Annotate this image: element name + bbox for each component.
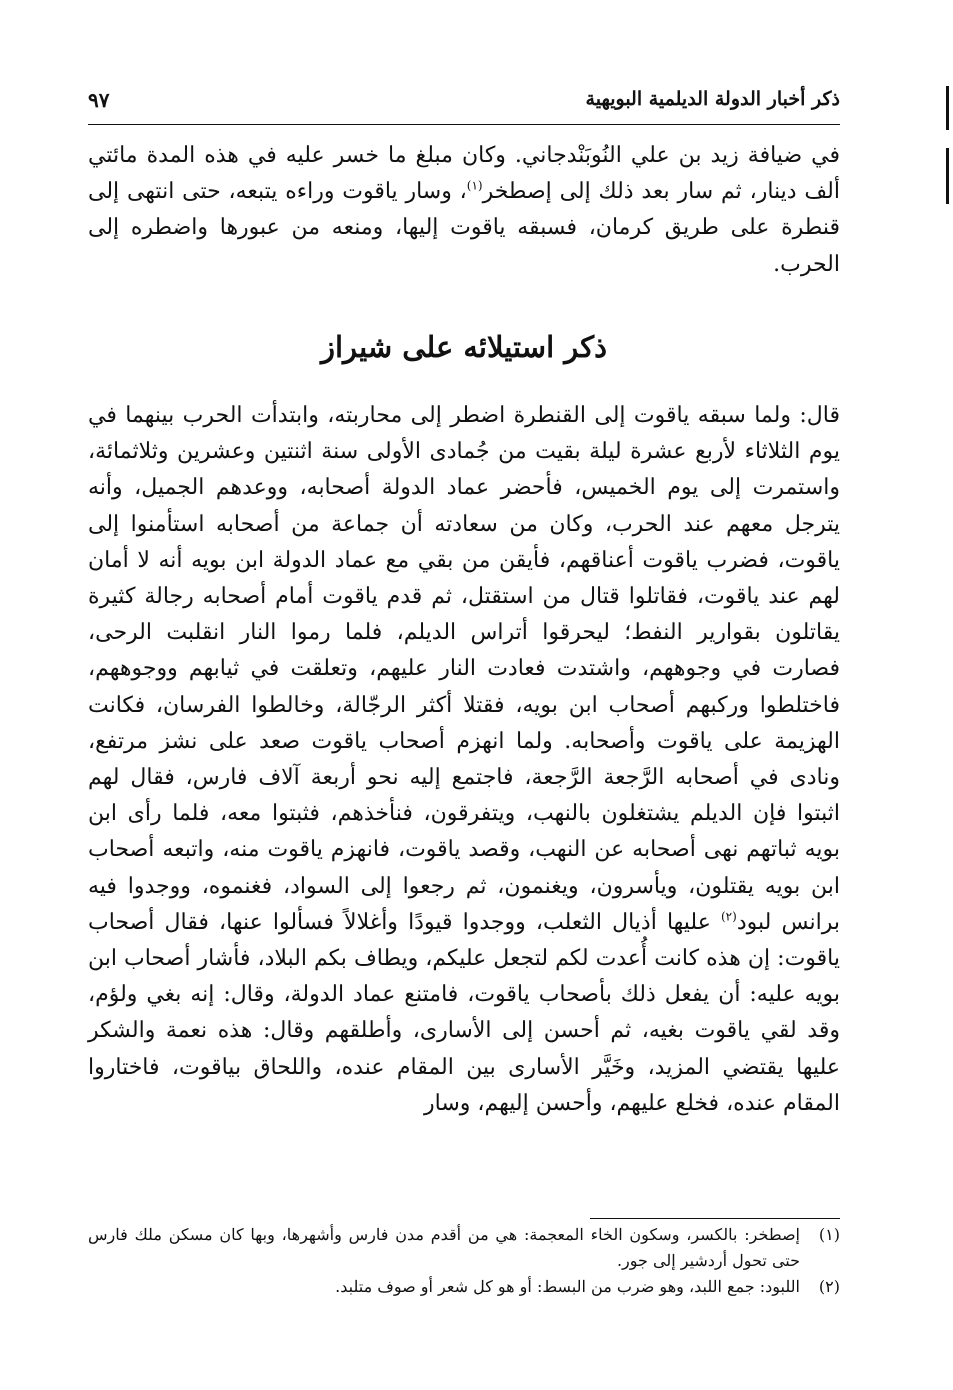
footnote-number: (١) [818,1225,840,1244]
paragraph-2-text-rest: عليها أذيال الثعلب، ووجدوا قيودًا وأغلالاً فسألوا عنها، فقال أصحاب ياقوت: إن هذه كانت أُعدت لكم لتجعل عليكم، ويطاف بكم البلاد، فأشار أصحاب ابن بويه عليه: أن يفعل ذلك بأصحاب ياقوت، فامتنع عماد الدولة، وقال: إنه بغي ولؤم، وقد لقي ياقوت بغيه، ثم أحسن إلى الأسارى، وأطلقهم وقال: هذه نعمة والشكر عليها يقتضي المزيد، وخَيَّر الأسارى بين المقام عنده، واللحاق بياقوت، فاختاروا المقام عنده، فخلع عليهم، وأحسن إليهم، وسار [88,909,840,1116]
paragraph-2-text: قال: ولما سبقه ياقوت إلى القنطرة اضطر إلى محاربته، وابتدأت الحرب بينهما في يوم الثلاثاء لأربع عشرة ليلة بقيت من جُمادى الأولى سنة اثنتين وعشرين وثلاثمائة، واستمرت إلى يوم الخميس، فأحضر عماد الدولة أصحابه، ووعدهم الجميل، وأنه يترجل معهم عند الحرب، وكان من سعادته أن جماعة من أصحابه استأمنوا إلى ياقوت، فضرب ياقوت أعناقهم، فأيقن من بقي مع عماد الدولة ابن بويه أنه لا أمان لهم عند ياقوت، فقاتلوا قتال من استقتل، ثم قدم ياقوت أمام أصحابه رجالة كثيرة يقاتلون بقوارير النفط؛ ليحرقوا أتراس الديلم، فلما رموا النار انقلبت الرحى، فصارت في وجوههم، واشتدت فعادت النار عليهم، وتعلقت في ثيابهم ووجوههم، فاختلطوا وركبهم أصحاب ابن بويه، فقتلا أكثر الرجّالة، وخالطوا الفرسان، فكانت الهزيمة على ياقوت وأصحابه. ولما انهزم أصحاب ياقوت صعد على نشز مرتفع، ونادى في أصحابه الرَّجعة الرَّجعة، فاجتمع إليه نحو أربعة آلاف فارس، فقال لهم اثبتوا فإن الديلم يشتغلون بالنهب، ويتفرقون، فنأخذهم، فثبتوا معه، فلما رأى ابن بويه ثباتهم نهى أصحابه عن النهب، وقصد ياقوت، فانهزم ياقوت منه، واتبعه أصحاب ابن بويه يقتلون، ويأسرون، ويغنمون، ثم رجعوا إلى السواد، فغنموه، ووجدوا فيه برانس لبود [88,403,840,935]
paragraph-1-text-rest: ، وسار ياقوت وراءه يتبعه، حتى انتهى إلى قنطرة على طريق كرمان، فسبقه ياقوت إليها، ومنعه من عبورها واضطره إلى الحرب. [88,179,840,277]
running-header [88,84,840,125]
section-title: ذكر استيلائه على شيراز [321,330,607,364]
footnotes [88,1222,840,1300]
paragraph-1-text: في ضيافة زيد بن علي النُوبَنْدجاني. وكان مبلغ ما خسر عليه في هذه المدة مائتي ألف دينار، ثم سار بعد ذلك إلى إصطخر [88,143,840,205]
footnote-number: (٢) [818,1277,840,1296]
paragraph-main [88,398,840,1122]
paragraph-continuation [88,138,840,283]
footnote-1 [88,1222,840,1274]
running-title: ذكر أخبار الدولة الديلمية البويهية [585,88,840,110]
page-number: ٩٧ [88,88,110,112]
footnote-divider [590,1218,840,1219]
footnote-ref-1: (١) [466,178,483,193]
footnote-2 [88,1274,840,1300]
page-edge-mark-top [946,86,949,130]
footnote-ref-2: (٢) [720,909,737,924]
footnote-text: اللبود: جمع اللبد، وهو ضرب من البسط: أو هو كل شعر أو صوف متلبد. [335,1277,800,1296]
footnote-text: إصطخر: بالكسر، وسكون الخاء المعجمة: هي من أقدم مدن فارس وأشهرها، وبها كان مسكن ملك فارس حتى تحول أردشير إلى جور. [88,1225,800,1270]
page-edge-mark-bottom [946,148,949,204]
